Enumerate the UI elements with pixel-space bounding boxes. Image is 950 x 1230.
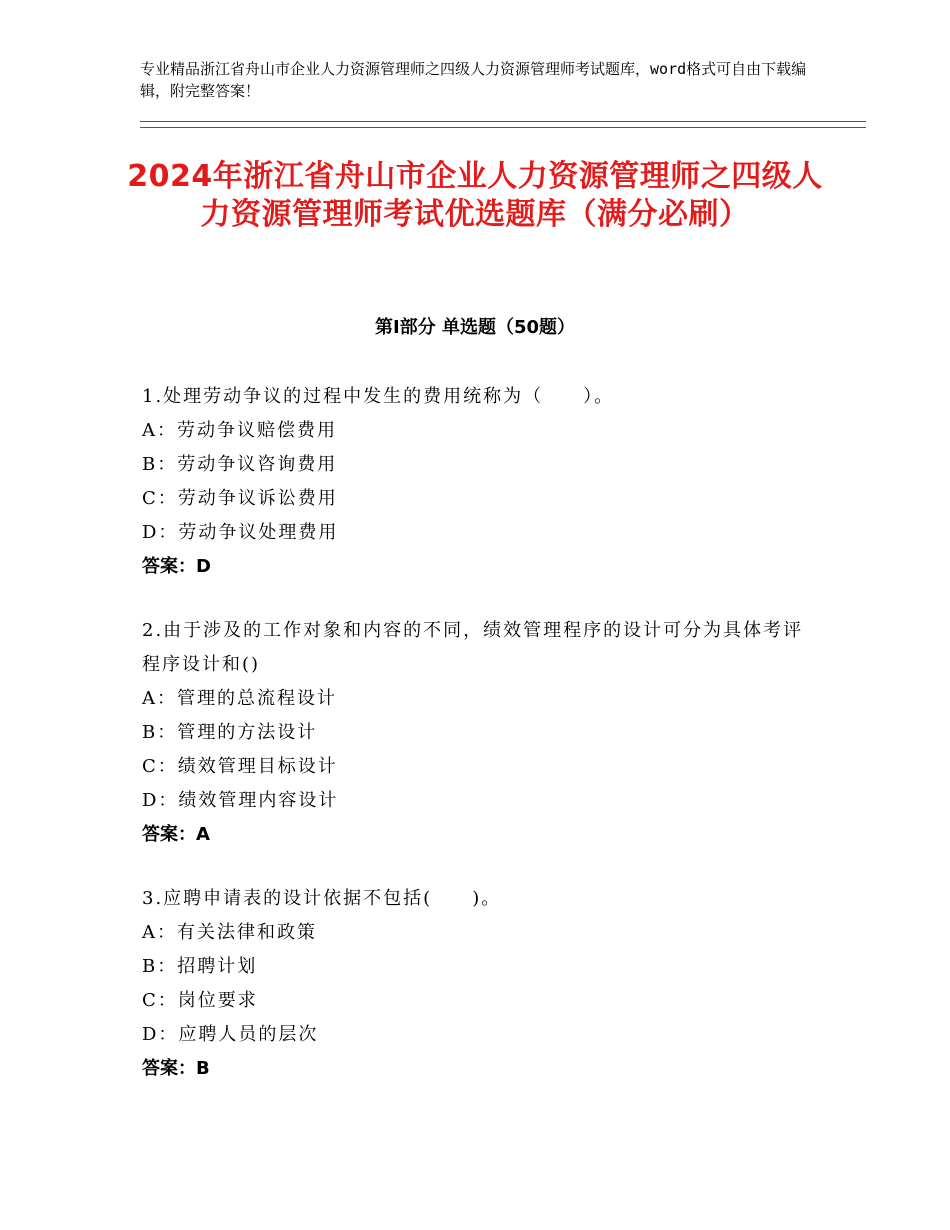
question-stem: 1.处理劳动争议的过程中发生的费用统称为（ ）。 xyxy=(142,386,615,407)
option-b: B：劳动争议咨询费用 xyxy=(142,454,338,475)
option-a: A：劳动争议赔偿费用 xyxy=(142,420,337,441)
section-title: 第Ⅰ部分 单选题（50题） xyxy=(374,317,575,338)
header-note: 专业精品浙江省舟山市企业人力资源管理师之四级人力资源管理师考试题库，word格式可自由下载编辑，附完整答案！ xyxy=(140,60,807,100)
question-3 xyxy=(142,882,822,1086)
option-a: A：管理的总流程设计 xyxy=(142,688,337,709)
question-2 xyxy=(142,614,822,852)
question-stem: 3.应聘申请表的设计依据不包括( )。 xyxy=(142,888,502,909)
option-d: D：劳动争议处理费用 xyxy=(142,522,339,543)
option-a: A：有关法律和政策 xyxy=(142,922,317,943)
option-d: D：绩效管理内容设计 xyxy=(142,790,339,811)
question-1 xyxy=(142,380,822,584)
option-b: B：管理的方法设计 xyxy=(142,722,318,743)
option-d: D：应聘人员的层次 xyxy=(142,1024,319,1045)
option-c: C：岗位要求 xyxy=(142,990,258,1011)
option-c: C：绩效管理目标设计 xyxy=(142,756,338,777)
answer: 答案：D xyxy=(142,556,211,577)
question-stem: 2.由于涉及的工作对象和内容的不同，绩效管理程序的设计可分为具体考评程序设计和() xyxy=(142,620,804,675)
option-b: B：招聘计划 xyxy=(142,956,258,977)
question-list xyxy=(142,380,822,1116)
option-c: C：劳动争议诉讼费用 xyxy=(142,488,338,509)
document-title: 2024年浙江省舟山市企业人力资源管理师之四级人力资源管理师考试优选题库（满分必刷） xyxy=(127,159,823,232)
answer: 答案：A xyxy=(142,824,210,845)
answer: 答案：B xyxy=(142,1058,210,1079)
header-divider xyxy=(140,121,866,128)
